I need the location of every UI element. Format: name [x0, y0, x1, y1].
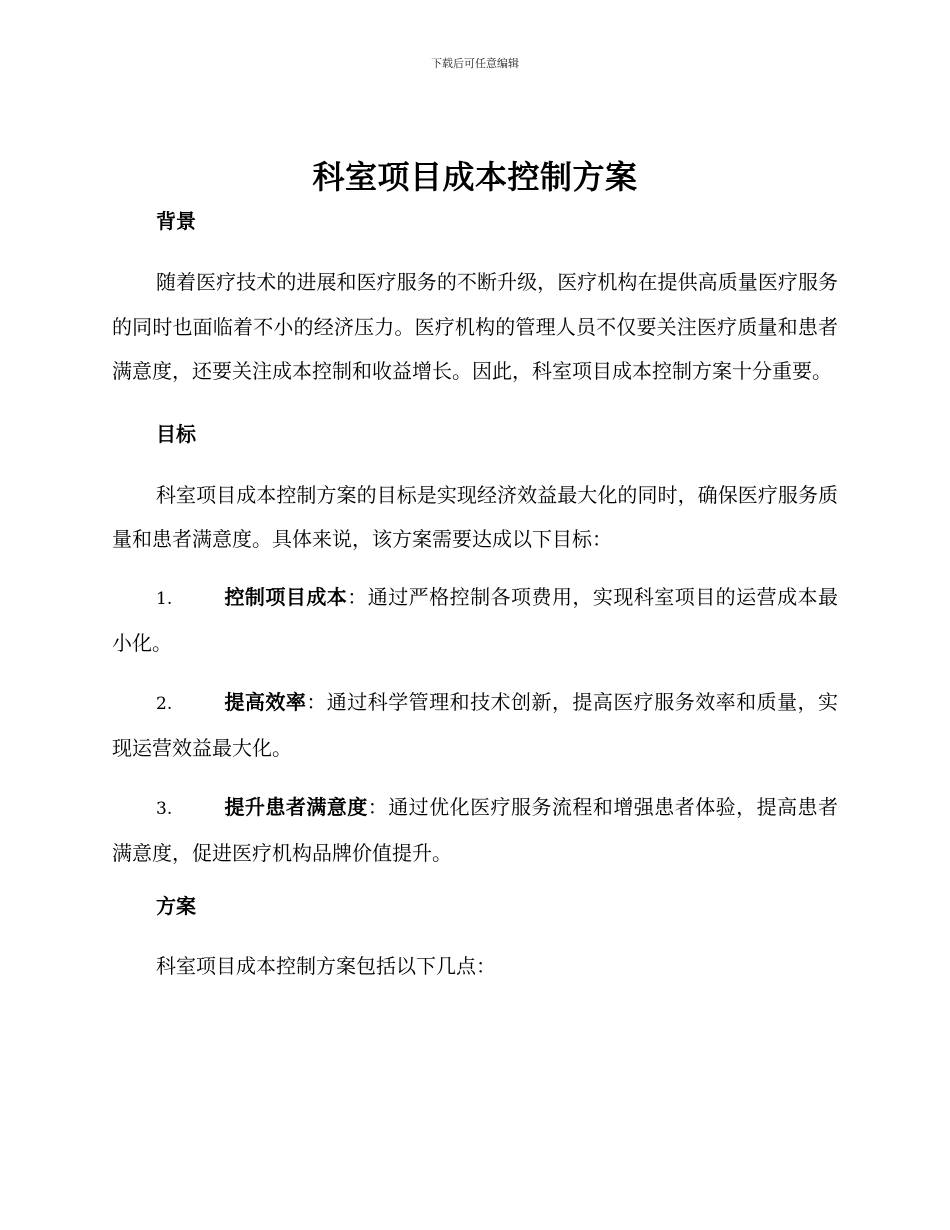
list-item-number: 1.	[156, 588, 173, 609]
paragraph-background: 随着医疗技术的进展和医疗服务的不断升级，医疗机构在提供高质量医疗服务的同时也面临着不小的经济压力。医疗机构的管理人员不仅要关注医疗质量和患者满意度，还要关注成本控制和收益增长。因此，科室项目成本控制方案十分重要。	[112, 270, 838, 383]
header-note: 下载后可任意编辑	[431, 57, 519, 70]
list-item	[112, 680, 838, 771]
list-item-term: 提升患者满意度	[224, 794, 368, 819]
list-item-text: ：通过严格控制各项费用，实现科室项目的运营成本最小化。	[112, 584, 839, 655]
list-item	[112, 575, 838, 666]
list-item	[112, 785, 838, 876]
document-title: 科室项目成本控制方案	[312, 158, 638, 196]
list-item-number: 2.	[156, 693, 173, 714]
list-item-term: 控制项目成本	[224, 584, 348, 609]
section-heading-plan: 方案	[156, 893, 196, 918]
document-body	[112, 205, 838, 988]
list-item-text: ：通过优化医疗服务流程和增强患者体验，提高患者满意度，促进医疗机构品牌价值提升。	[112, 794, 839, 865]
section-heading-background: 背景	[156, 209, 196, 233]
list-item-term: 提高效率	[224, 689, 307, 714]
list-item-number: 3.	[156, 798, 173, 819]
paragraph-plan: 科室项目成本控制方案包括以下几点：	[156, 953, 496, 978]
paragraph-goal: 科室项目成本控制方案的目标是实现经济效益最大化的同时，确保医疗服务质量和患者满意度。具体来说，该方案需要达成以下目标：	[112, 482, 838, 551]
section-heading-goal: 目标	[156, 421, 196, 446]
list-item-text: ：通过科学管理和技术创新，提高医疗服务效率和质量，实现运营效益最大化。	[112, 689, 839, 760]
